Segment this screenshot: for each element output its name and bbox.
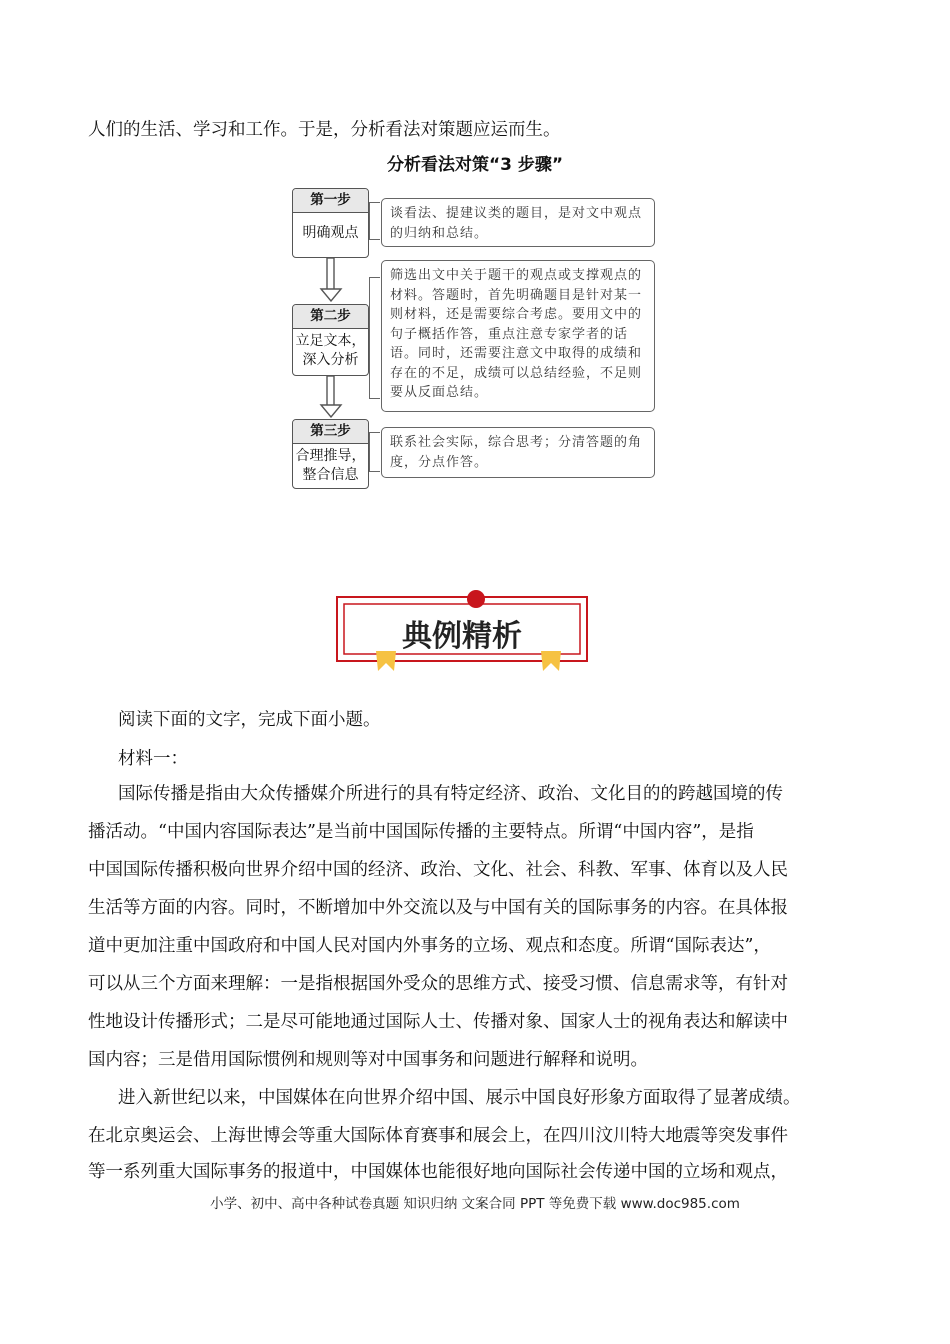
paragraph-line: 中国国际传播积极向世界介绍中国的经济、政治、文化、社会、科教、军事、体育以及人民 <box>88 860 788 880</box>
top-text-line: 人们的生活、学习和工作。于是，分析看法对策题应运而生。 <box>88 120 561 140</box>
step-2-body-line-1: 立足文本， <box>295 333 366 349</box>
section-banner <box>336 597 588 663</box>
step-1-description: 谈看法、提建议类的题目，是对文中观点的归纳和总结。 <box>381 198 655 247</box>
step-1-connector <box>369 202 380 240</box>
instruction-text: 阅读下面的文字，完成下面小题。 <box>118 710 381 730</box>
step-2-body-line-2: 深入分析 <box>302 352 359 368</box>
step-1-box <box>292 188 369 258</box>
paragraph-line: 生活等方面的内容。同时，不断增加中外交流以及与中国有关的国际事务的内容。在具体报 <box>88 898 788 918</box>
paragraph-line: 道中更加注重中国政府和中国人民对国内外事务的立场、观点和态度。所谓“国际表达”， <box>88 936 771 956</box>
step-3-box <box>292 419 369 489</box>
step-3-head: 第三步 <box>293 420 368 444</box>
material-label: 材料一： <box>118 749 188 769</box>
step-1-body <box>293 213 368 243</box>
step-1-body-line-1: 明确观点 <box>302 225 359 241</box>
paragraph-line: 国际传播是指由大众传播媒介所进行的具有特定经济、政治、文化目的的跨越国境的传 <box>118 784 783 804</box>
step-3-description: 联系社会实际，综合思考；分清答题的角度，分点作答。 <box>381 427 655 478</box>
down-arrow-icon <box>319 258 343 302</box>
step-3-body <box>293 444 368 485</box>
step-2-head: 第二步 <box>293 305 368 329</box>
paragraph-line: 可以从三个方面来理解：一是指根据国外受众的思维方式、接受习惯、信息需求等，有针对 <box>88 974 788 994</box>
step-2-connector <box>369 277 380 399</box>
red-dot-icon <box>467 590 485 608</box>
step-1-head: 第一步 <box>293 189 368 213</box>
banner-title: 典例精析 <box>402 619 522 654</box>
paragraph-line: 等一系列重大国际事务的报道中，中国媒体也能很好地向国际社会传递中国的立场和观点， <box>88 1162 788 1182</box>
step-3-body-line-2: 整合信息 <box>302 467 359 483</box>
paragraph-line: 国内容；三是借用国际惯例和规则等对中国事务和问题进行解释和说明。 <box>88 1050 648 1070</box>
down-arrow-icon <box>319 376 343 418</box>
step-2-box <box>292 304 369 376</box>
diagram-title: 分析看法对策“3 步骤” <box>386 155 564 175</box>
paragraph-line: 播活动。“中国内容国际表达”是当前中国国际传播的主要特点。所谓“中国内容”，是指 <box>88 822 754 842</box>
paragraph-line: 性地设计传播形式；二是尽可能地通过国际人士、传播对象、国家人士的视角表达和解读中 <box>88 1012 788 1032</box>
step-3-connector <box>369 432 380 472</box>
step-2-body <box>293 329 368 370</box>
step-2-description: 筛选出文中关于题干的观点或支撑观点的材料。答题时，首先明确题目是针对某一则材料，还是需要综合考虑。要用文中的句子概括作答，重点注意专家学者的话语。同时，还需要注意文中取得的成绩和存在的不足，成绩可以总结经验，不足则要从反面总结。 <box>381 260 655 412</box>
page-footer: 小学、初中、高中各种试卷真题 知识归纳 文案合同 PPT 等免费下载 www.doc985.com <box>210 1196 740 1212</box>
step-3-body-line-1: 合理推导， <box>295 448 366 464</box>
paragraph-line: 在北京奥运会、上海世博会等重大国际体育赛事和展会上，在四川汶川特大地震等突发事件 <box>88 1126 788 1146</box>
paragraph-line: 进入新世纪以来，中国媒体在向世界介绍中国、展示中国良好形象方面取得了显著成绩。 <box>118 1088 801 1108</box>
